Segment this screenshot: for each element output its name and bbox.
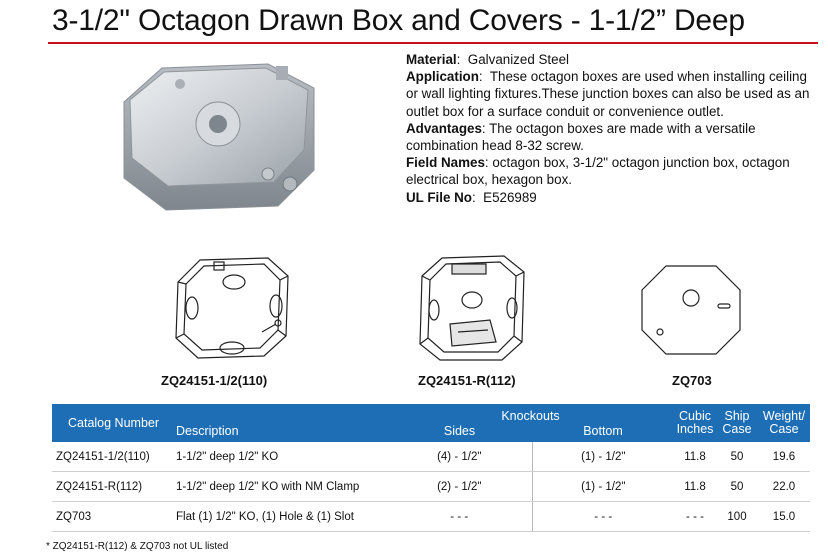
header-sides: Sides — [387, 425, 532, 442]
header-cubic: Cubic Inches — [674, 404, 716, 442]
advantages-label: Advantages — [406, 120, 482, 136]
fieldnames-label: Field Names — [406, 155, 485, 171]
table-header-row-1 — [52, 404, 810, 425]
application-label: Application — [406, 69, 479, 85]
header-catalog: Catalog Number — [52, 404, 172, 442]
product-label-2: ZQ24151-R(112) — [418, 373, 516, 388]
table-row — [52, 502, 810, 532]
fieldnames-text: octagon box, 3-1/2" octagon junction box, octagon electrical box, hexagon box. — [406, 155, 790, 188]
spec-table — [52, 404, 810, 532]
cell-ship: 50 — [716, 472, 758, 502]
octagon-box-drawing-2 — [412, 252, 532, 364]
header-weight: Weight/ Case — [758, 404, 810, 442]
product-label-1: ZQ24151-1/2(110) — [161, 373, 268, 388]
material-line: Material: Galvanized Steel — [406, 52, 570, 67]
cell-description: 1-1/2" deep 1/2" KO with NM Clamp — [172, 472, 387, 502]
header-ship: Ship Case — [716, 404, 758, 442]
cell-description: 1-1/2" deep 1/2" KO — [172, 442, 387, 472]
cell-ship: 50 — [716, 442, 758, 472]
cell-cubic: - - - — [674, 502, 716, 532]
cell-catalog: ZQ703 — [52, 502, 172, 532]
cell-catalog: ZQ24151-R(112) — [52, 472, 172, 502]
title-underline — [48, 42, 818, 44]
ulfile-value: E526989 — [483, 189, 537, 205]
material-value: Galvanized Steel — [467, 52, 570, 67]
header-bottom: Bottom — [532, 425, 674, 442]
ulfile-label: UL File No — [406, 189, 472, 205]
cell-cubic: 11.8 — [674, 472, 716, 502]
page-title: 3-1/2" Octagon Drawn Box and Covers - 1-1/2” Deep — [52, 4, 745, 37]
octagon-cover-drawing — [634, 262, 748, 358]
cell-sides: (4) - 1/2" — [387, 442, 532, 472]
cell-ship: 100 — [716, 502, 758, 532]
header-description: Description — [172, 404, 387, 442]
cell-bottom: (1) - 1/2" — [532, 442, 674, 472]
cell-bottom: - - - — [532, 502, 674, 532]
ulfile-line: UL File No: E526989 — [406, 189, 537, 205]
product-label-3: ZQ703 — [672, 373, 712, 388]
advantages-line: Advantages: The octagon boxes are made with a versatile combination head 8-32 screw. — [406, 120, 756, 154]
octagon-box-drawing-1 — [164, 252, 296, 364]
cell-description: Flat (1) 1/2" KO, (1) Hole & (1) Slot — [172, 502, 387, 532]
application-text: These octagon boxes are used when installing ceiling or wall lighting fixtures.These junction boxes can also be used as an outlet box for a surface conduit or convenience outlet. — [406, 69, 810, 119]
cell-bottom: (1) - 1/2" — [532, 472, 674, 502]
material-label: Material — [406, 52, 457, 67]
table-row — [52, 472, 810, 502]
application-line: Application: These octagon boxes are used when installing ceiling or wall lighting fixtures.These junction boxes can also be used as an outlet box for a surface conduit or convenience outlet. — [406, 69, 810, 119]
fieldnames-line: Field Names: octagon box, 3-1/2" octagon junction box, octagon electrical box, hexagon box. — [406, 155, 790, 188]
cell-sides: (2) - 1/2" — [387, 472, 532, 502]
advantages-text: The octagon boxes are made with a versatile combination head 8-32 screw. — [406, 120, 756, 154]
cell-cubic: 11.8 — [674, 442, 716, 472]
octagon-box-photo — [118, 58, 394, 216]
cell-sides: - - - — [387, 502, 532, 532]
cell-weight: 15.0 — [758, 502, 810, 532]
cell-weight: 19.6 — [758, 442, 810, 472]
cell-catalog: ZQ24151-1/2(110) — [52, 442, 172, 472]
cell-weight: 22.0 — [758, 472, 810, 502]
product-info — [406, 51, 816, 206]
footnote: * ZQ24151-R(112) & ZQ703 not UL listed — [46, 541, 229, 552]
table-row — [52, 442, 810, 472]
header-knockouts: Knockouts — [387, 404, 674, 425]
